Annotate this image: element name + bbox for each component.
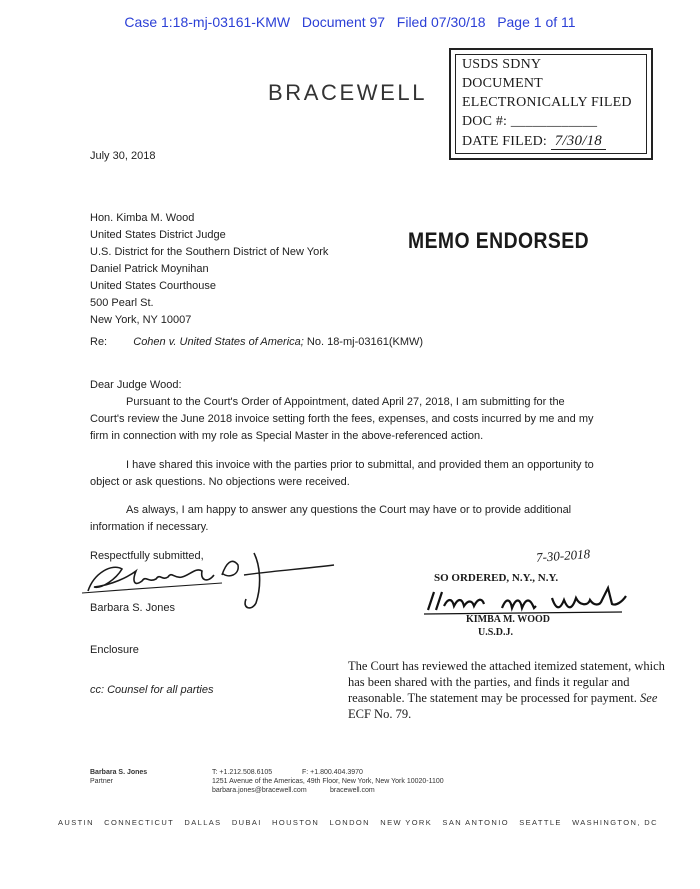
filing-stamp — [449, 48, 653, 160]
re-case-number: No. 18-mj-03161(KMW) — [303, 336, 424, 348]
court-note-main: The Court has reviewed the attached itemized statement, which has been shared with the parties, and finds it regular and reasonable. The statement may be processed for payment. — [348, 659, 665, 705]
office-cities — [58, 818, 658, 827]
filed-date: Filed 07/30/18 — [396, 14, 486, 30]
stamp-line-4: DOC #: ____________ — [462, 114, 598, 129]
stamp-inner-border — [455, 54, 647, 154]
addressee-line: United States District Judge — [90, 229, 226, 241]
judge-name: KIMBA M. WOOD — [466, 614, 550, 625]
court-note-see: See — [640, 691, 658, 705]
addressee-line: 500 Pearl St. — [90, 297, 154, 309]
footer-name: Barbara S. Jones — [90, 769, 148, 776]
court-note-ref: ECF No. 79. — [348, 707, 412, 721]
body-paragraph-3: As always, I am happy to answer any questions the Court may have or to provide additional information if necessary. — [90, 504, 572, 533]
footer-address: 1251 Avenue of the Americas, 49th Floor, New York, New York 10020-1100 — [212, 778, 444, 785]
city-item: NEW YORK — [380, 818, 433, 827]
city-item: DALLAS — [184, 818, 222, 827]
addressee-line: U.S. District for the Southern District of New York — [90, 246, 329, 258]
city-item: DUBAI — [231, 818, 262, 827]
salutation: Dear Judge Wood: — [90, 379, 182, 391]
addressee-line: New York, NY 10007 — [90, 314, 192, 326]
letter-date: July 30, 2018 — [90, 150, 156, 162]
addressee-block — [90, 210, 328, 329]
footer-website[interactable]: bracewell.com — [330, 787, 375, 794]
endorsement-date: 7-30-2018 — [535, 546, 591, 565]
footer-email[interactable]: barbara.jones@bracewell.com — [212, 787, 307, 794]
page-number: Page 1 of 11 — [497, 14, 576, 30]
signer-name: Barbara S. Jones — [90, 602, 175, 614]
addressee-line: United States Courthouse — [90, 280, 216, 292]
city-item: HOUSTON — [272, 818, 320, 827]
enclosure: Enclosure — [90, 644, 139, 656]
stamp-line-2: DOCUMENT — [462, 76, 543, 91]
city-item: LONDON — [329, 818, 370, 827]
stamp-date-value: 7/30/18 — [551, 133, 606, 150]
stamp-line-5 — [462, 133, 606, 150]
so-ordered: SO ORDERED, N.Y., N.Y. — [434, 572, 559, 584]
bracewell-logo: BRACEWELL — [268, 80, 428, 105]
footer-title: Partner — [90, 778, 113, 785]
stamp-date-label: DATE FILED: — [462, 134, 548, 149]
body-paragraph-2: I have shared this invoice with the parties prior to submittal, and provided them an opportunity to object or ask questions. No objections were received. — [90, 459, 594, 488]
cc-line: cc: Counsel for all parties — [90, 684, 214, 696]
stamp-line-3: ELECTRONICALLY FILED — [462, 95, 632, 110]
city-item: SAN ANTONIO — [442, 818, 509, 827]
judge-title: U.S.D.J. — [478, 627, 514, 638]
city-item: WASHINGTON, DC — [572, 818, 658, 827]
document-number: Document 97 — [301, 14, 386, 30]
addressee-line: Hon. Kimba M. Wood — [90, 212, 195, 224]
addressee-line: Daniel Patrick Moynihan — [90, 263, 209, 275]
city-item: CONNECTICUT — [104, 818, 175, 827]
stamp-line-1: USDS SDNY — [462, 57, 542, 72]
case-number: Case 1:18-mj-03161-KMW — [124, 14, 291, 30]
body-paragraph-1: Pursuant to the Court's Order of Appointment, dated April 27, 2018, I am submitting for the Court's review the June 2018 invoice setting forth the fees, expenses, and costs incurred by me and my firm in connection with my role as Special Master in the above-referenced action. — [90, 396, 594, 442]
footer-phone: T: +1.212.508.6105 — [212, 769, 273, 776]
closing: Respectfully submitted, — [90, 550, 204, 562]
court-note — [348, 658, 678, 722]
city-item: SEATTLE — [519, 818, 562, 827]
footer-fax: F: +1.800.404.3970 — [302, 769, 363, 776]
ecf-header — [0, 14, 700, 30]
memo-endorsed-stamp: MEMO ENDORSED — [408, 228, 590, 253]
re-label: Re: — [90, 336, 108, 348]
re-line — [90, 334, 423, 351]
judge-signature — [422, 584, 632, 618]
city-item: AUSTIN — [58, 818, 94, 827]
re-case-name: Cohen v. United States of America; — [133, 336, 304, 348]
